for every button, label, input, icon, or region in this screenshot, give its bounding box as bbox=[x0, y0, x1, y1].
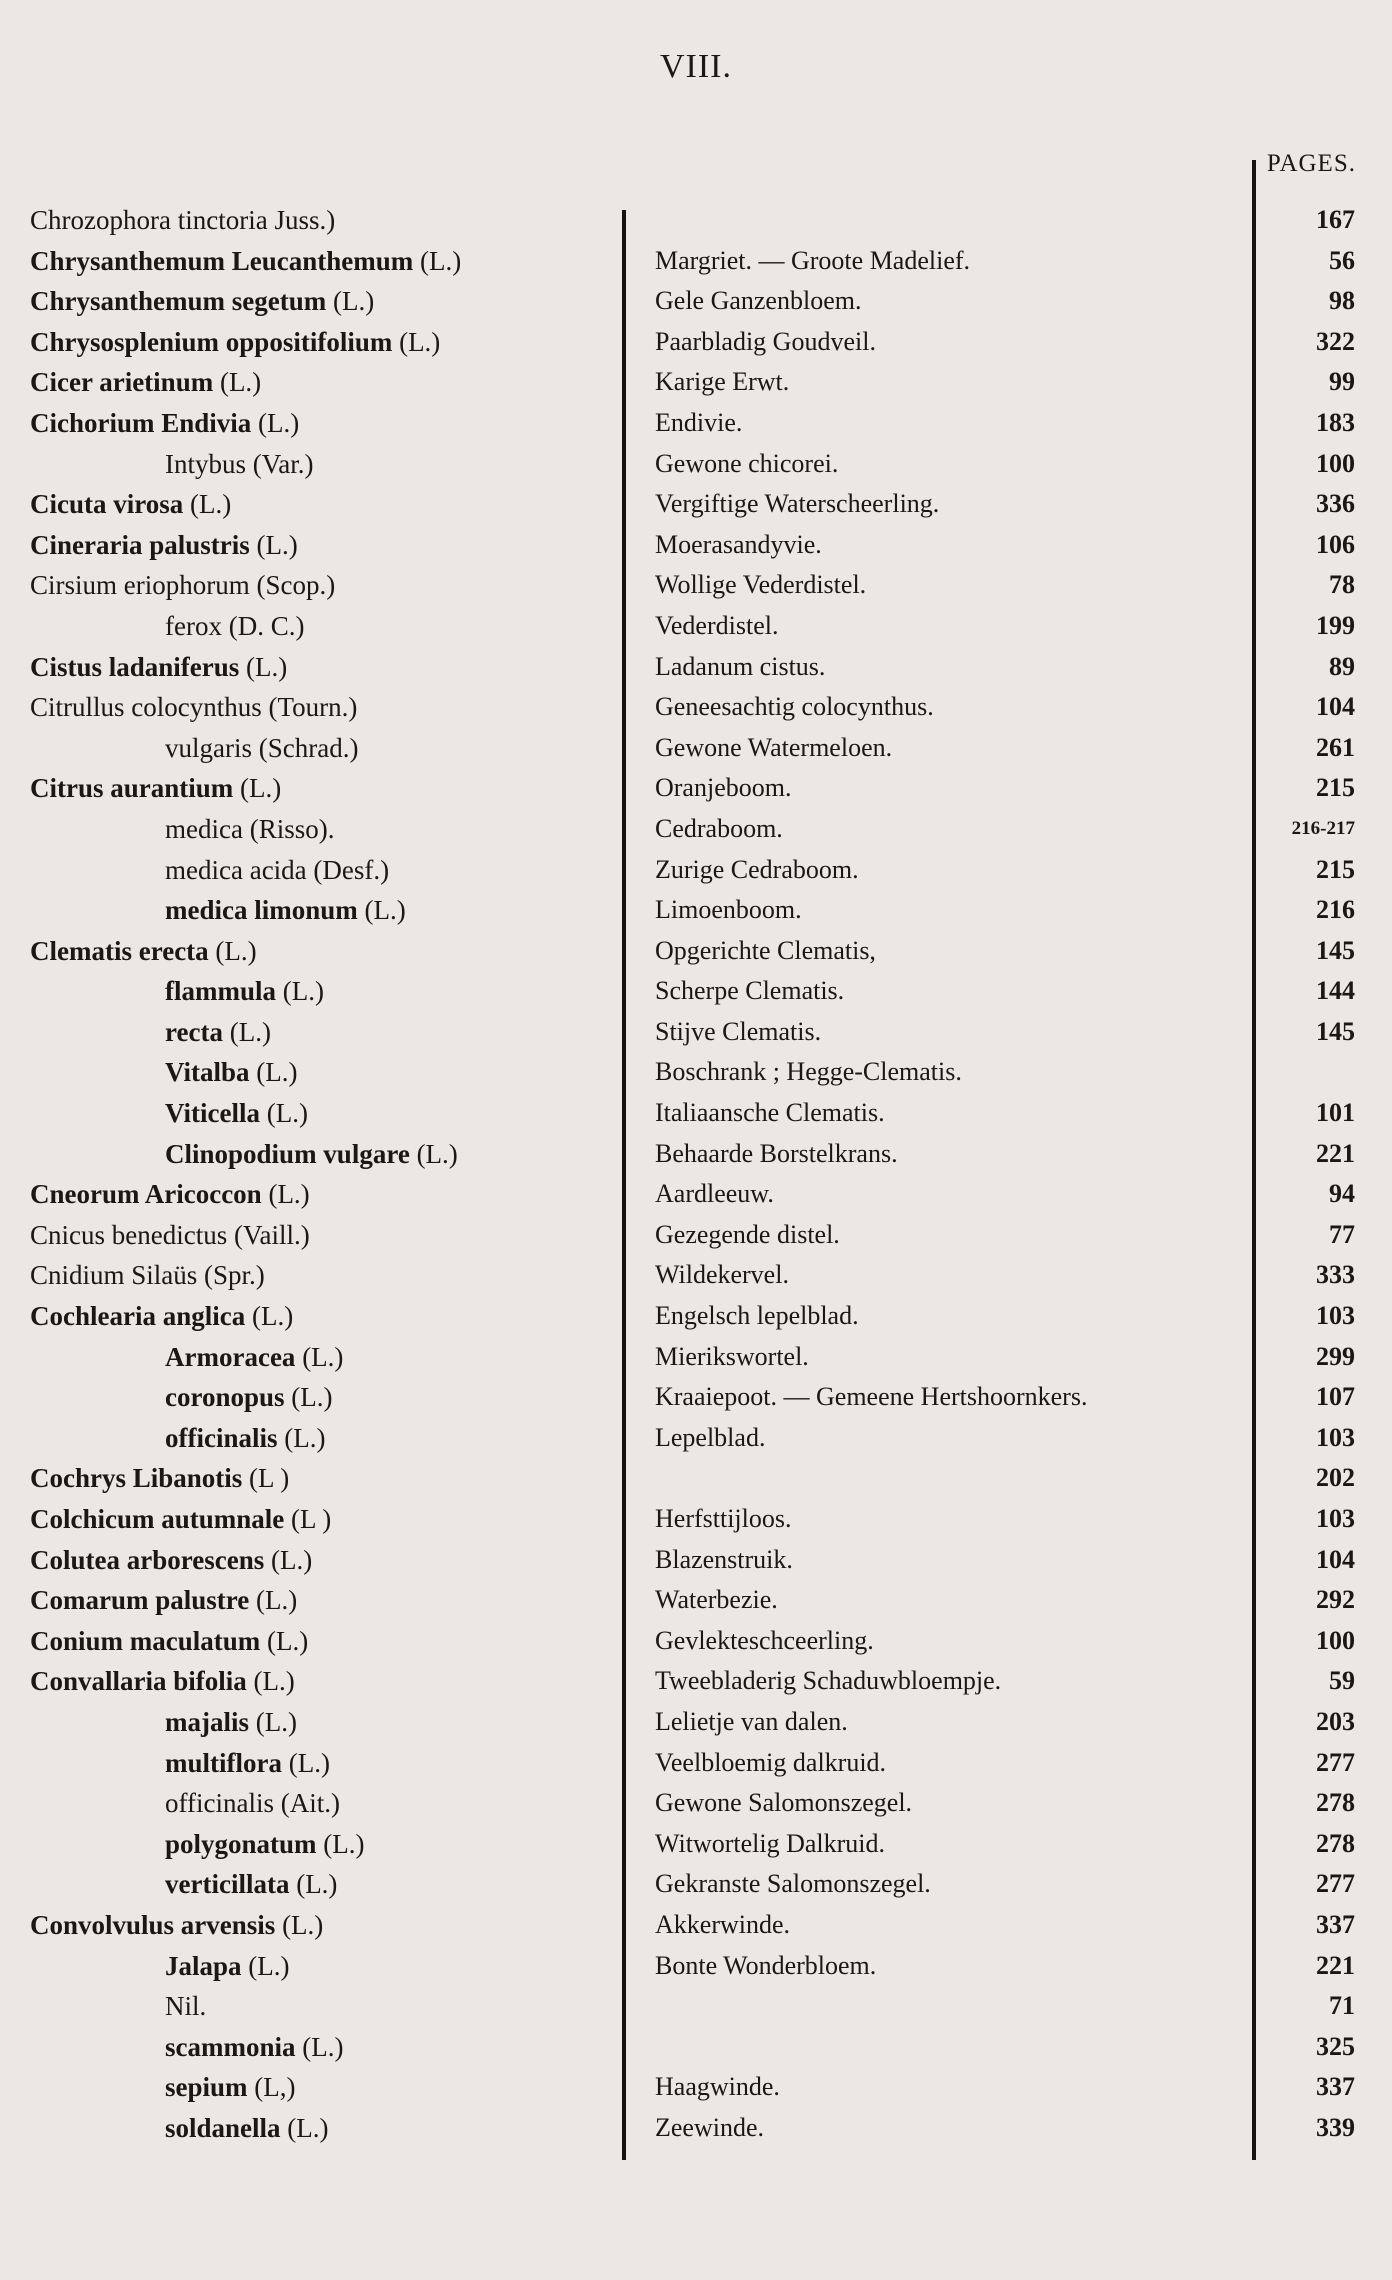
page-number: 56 bbox=[1329, 245, 1355, 275]
dutch-name: Kraaiepoot. — Gemeene Hertshoornkers. bbox=[655, 1382, 1088, 1412]
dutch-name: Gevlekteschceerling. bbox=[655, 1625, 874, 1655]
dutch-name: Cedraboom. bbox=[655, 813, 783, 843]
species-name: Cicer arietinum bbox=[30, 367, 214, 398]
latin-name bbox=[165, 1824, 365, 1865]
index-row bbox=[0, 850, 1392, 891]
dutch-name: Lelietje van dalen. bbox=[655, 1706, 848, 1736]
dutch-name: Limoenboom. bbox=[655, 895, 802, 925]
page-number: 333 bbox=[1316, 1260, 1355, 1290]
dutch-name: Gezegende distel. bbox=[655, 1219, 840, 1249]
author-citation: (L.) bbox=[190, 489, 232, 520]
species-name: scammonia bbox=[165, 2031, 296, 2062]
species-name: Chrozophora tinctoria bbox=[30, 205, 268, 235]
page-number: 278 bbox=[1316, 1828, 1355, 1858]
page-number: 100 bbox=[1316, 1625, 1355, 1655]
latin-name bbox=[30, 241, 461, 282]
author-citation: (Schrad.) bbox=[258, 732, 359, 763]
page-number: 106 bbox=[1316, 529, 1355, 559]
author-citation: (Var.) bbox=[252, 448, 314, 479]
index-row bbox=[0, 1174, 1392, 1215]
latin-name bbox=[165, 1377, 333, 1418]
author-citation: (Scop.) bbox=[256, 570, 336, 601]
dutch-name: Oranjeboom. bbox=[655, 773, 792, 803]
latin-name bbox=[165, 1783, 340, 1824]
dutch-name: Gekranste Salomonszegel. bbox=[655, 1869, 931, 1899]
latin-name bbox=[30, 403, 299, 444]
author-citation: (L.) bbox=[420, 245, 462, 276]
dutch-name: Vergiftige Waterscheerling. bbox=[655, 489, 940, 519]
index-row bbox=[0, 1743, 1392, 1784]
latin-name bbox=[30, 1174, 310, 1215]
dutch-name: Gewone chicorei. bbox=[655, 448, 839, 478]
index-row bbox=[0, 322, 1392, 363]
index-row bbox=[0, 2027, 1392, 2068]
page-number: 261 bbox=[1316, 732, 1355, 762]
author-citation: (L,) bbox=[254, 2072, 296, 2103]
dutch-name: Blazenstruik. bbox=[655, 1544, 793, 1574]
latin-name bbox=[30, 484, 231, 525]
index-row bbox=[0, 444, 1392, 485]
page-number: 89 bbox=[1329, 651, 1355, 681]
author-citation: (L ) bbox=[291, 1504, 332, 1534]
author-citation: (L.) bbox=[296, 1869, 338, 1900]
dutch-name: Zeewinde. bbox=[655, 2112, 765, 2142]
index-row bbox=[0, 241, 1392, 282]
species-name: medica bbox=[165, 813, 243, 844]
latin-name bbox=[165, 1986, 206, 2027]
page-number: 167 bbox=[1316, 205, 1355, 234]
page-number: 100 bbox=[1316, 448, 1355, 478]
author-citation: (Desf.) bbox=[313, 854, 390, 885]
latin-name bbox=[165, 728, 358, 769]
author-citation: (L.) bbox=[288, 1747, 330, 1778]
author-citation: (L.) bbox=[270, 1544, 313, 1575]
author-citation: (L.) bbox=[302, 2031, 344, 2062]
species-name: Convolvulus arvensis bbox=[30, 1909, 276, 1940]
index-row bbox=[0, 687, 1392, 728]
author-citation: (L.) bbox=[287, 2112, 329, 2143]
latin-name bbox=[165, 2108, 329, 2149]
author-citation: (L.) bbox=[240, 773, 282, 804]
index-row bbox=[0, 1012, 1392, 1053]
species-name: coronopus bbox=[165, 1382, 285, 1413]
index-row bbox=[0, 1661, 1392, 1702]
dutch-name: Behaarde Borstelkrans. bbox=[655, 1138, 898, 1168]
latin-name bbox=[165, 1093, 308, 1134]
species-name: Cineraria palustris bbox=[30, 529, 250, 560]
page-number: 101 bbox=[1316, 1098, 1355, 1128]
species-name: Chrysanthemum segetum bbox=[30, 286, 327, 317]
species-name: polygonatum bbox=[165, 1828, 317, 1859]
latin-name bbox=[30, 768, 281, 809]
species-name: Nil. bbox=[165, 1991, 207, 2022]
species-name: recta bbox=[165, 1016, 223, 1047]
index-table bbox=[0, 200, 1392, 2149]
page-number: 144 bbox=[1316, 976, 1355, 1006]
author-citation: (L.) bbox=[323, 1828, 365, 1859]
page-number: 59 bbox=[1329, 1666, 1355, 1696]
page-number: 337 bbox=[1316, 1909, 1355, 1939]
index-row bbox=[0, 1540, 1392, 1581]
latin-name bbox=[165, 971, 324, 1012]
dutch-name: Scherpe Clematis. bbox=[655, 976, 845, 1006]
dutch-name: Geneesachtig colocynthus. bbox=[655, 692, 934, 722]
latin-name bbox=[30, 322, 440, 363]
species-name: officinalis bbox=[165, 1422, 278, 1453]
dutch-name: Margriet. — Groote Madelief. bbox=[655, 245, 971, 275]
index-row bbox=[0, 1458, 1392, 1499]
page-number: 215 bbox=[1316, 854, 1355, 884]
index-row bbox=[0, 403, 1392, 444]
index-row bbox=[0, 1052, 1392, 1093]
index-row bbox=[0, 1255, 1392, 1296]
dutch-name: Italiaansche Clematis. bbox=[655, 1098, 885, 1128]
index-row bbox=[0, 768, 1392, 809]
species-name: medica limonum bbox=[165, 895, 358, 926]
species-name: Cnicus benedictus bbox=[30, 1219, 228, 1250]
author-citation: (Spr.) bbox=[204, 1260, 265, 1291]
dutch-name: Veelbloemig dalkruid. bbox=[655, 1747, 887, 1777]
latin-name bbox=[165, 1418, 325, 1459]
latin-name bbox=[165, 890, 406, 931]
latin-name bbox=[30, 200, 335, 241]
species-name: ferox bbox=[165, 610, 222, 641]
species-name: Chrysanthemum Leucanthemum bbox=[30, 245, 414, 276]
latin-name bbox=[30, 1905, 323, 1946]
index-row bbox=[0, 1215, 1392, 1256]
page-number: 145 bbox=[1316, 1016, 1355, 1046]
author-citation: (L.) bbox=[291, 1382, 333, 1413]
index-row bbox=[0, 1093, 1392, 1134]
dutch-name: Tweebladerig Schaduwbloempje. bbox=[655, 1666, 1002, 1696]
page-number: 78 bbox=[1329, 570, 1355, 600]
page-number: 337 bbox=[1316, 2072, 1355, 2102]
author-citation: (L.) bbox=[258, 407, 300, 438]
species-name: multiflora bbox=[165, 1747, 282, 1778]
author-citation: (L.) bbox=[267, 1625, 309, 1656]
species-name: Armoracea bbox=[165, 1341, 296, 1372]
author-citation: (L.) bbox=[399, 326, 441, 357]
dutch-name: Wildekervel. bbox=[655, 1260, 789, 1290]
index-row bbox=[0, 606, 1392, 647]
page-number: 71 bbox=[1329, 1991, 1355, 2021]
page-number: 203 bbox=[1316, 1706, 1355, 1736]
species-name: Citrus aurantium bbox=[30, 773, 234, 804]
latin-name bbox=[30, 687, 357, 728]
latin-name bbox=[30, 1296, 293, 1337]
page-number: 77 bbox=[1329, 1219, 1355, 1249]
latin-name bbox=[165, 1052, 298, 1093]
author-citation: (L.) bbox=[255, 1706, 297, 1737]
author-citation: (L.) bbox=[256, 1057, 298, 1088]
author-citation: (D. C.) bbox=[228, 610, 305, 641]
index-row bbox=[0, 890, 1392, 931]
index-row bbox=[0, 362, 1392, 403]
latin-name bbox=[165, 1337, 343, 1378]
species-name: Citrullus colocynthus bbox=[30, 692, 262, 723]
index-row bbox=[0, 525, 1392, 566]
species-name: Cistus ladaniferus bbox=[30, 651, 240, 682]
index-row bbox=[0, 1783, 1392, 1824]
author-citation: (L.) bbox=[364, 895, 406, 926]
page-number: 292 bbox=[1316, 1585, 1355, 1615]
species-name: Clematis erecta bbox=[30, 935, 209, 966]
latin-name bbox=[30, 1255, 265, 1296]
dutch-name: Engelsch lepelblad. bbox=[655, 1301, 859, 1331]
dutch-name: Ladanum cistus. bbox=[655, 651, 826, 681]
dutch-name: Karige Erwt. bbox=[655, 367, 790, 397]
index-row bbox=[0, 647, 1392, 688]
author-citation: (L.) bbox=[302, 1341, 344, 1372]
author-citation: (L.) bbox=[282, 976, 324, 1007]
index-row bbox=[0, 809, 1392, 850]
index-row bbox=[0, 1986, 1392, 2027]
dutch-name: Aardleeuw. bbox=[655, 1179, 774, 1209]
index-row bbox=[0, 1296, 1392, 1337]
dutch-name: Endivie. bbox=[655, 407, 743, 437]
author-citation: (L.) bbox=[251, 1301, 294, 1332]
species-name: medica acida bbox=[165, 854, 307, 885]
dutch-name: Zurige Cedraboom. bbox=[655, 854, 859, 884]
page-number: 107 bbox=[1316, 1382, 1355, 1412]
dutch-name: Gele Ganzenbloem. bbox=[655, 286, 862, 316]
author-citation: (L.) bbox=[219, 367, 262, 398]
author-citation: (L.) bbox=[229, 1016, 271, 1047]
dutch-name: Gewone Salomonszegel. bbox=[655, 1788, 913, 1818]
index-row bbox=[0, 931, 1392, 972]
latin-name bbox=[165, 809, 334, 850]
page-number: 103 bbox=[1316, 1422, 1355, 1452]
author-citation: (L ) bbox=[249, 1463, 290, 1494]
species-name: Convallaria bifolia bbox=[30, 1666, 247, 1697]
species-name: Jalapa bbox=[165, 1950, 242, 1981]
page-number: 103 bbox=[1316, 1301, 1355, 1331]
latin-name bbox=[30, 647, 287, 688]
species-name: majalis bbox=[165, 1706, 249, 1737]
species-name: verticillata bbox=[165, 1869, 290, 1900]
page-number: 98 bbox=[1329, 286, 1355, 316]
index-row bbox=[0, 1337, 1392, 1378]
page-number: 299 bbox=[1316, 1341, 1355, 1371]
author-citation: (L.) bbox=[416, 1138, 458, 1169]
species-name: vulgaris bbox=[165, 732, 252, 763]
index-row bbox=[0, 484, 1392, 525]
dutch-name: Gewone Watermeloen. bbox=[655, 732, 893, 762]
pages-column-label: PAGES. bbox=[1266, 150, 1356, 177]
species-name: Cochlearia anglica bbox=[30, 1301, 246, 1332]
index-row bbox=[0, 1377, 1392, 1418]
species-name: Conium maculatum bbox=[30, 1625, 261, 1656]
page-number: 216 bbox=[1316, 895, 1355, 925]
latin-name bbox=[165, 850, 389, 891]
species-name: Cirsium eriophorum bbox=[30, 570, 250, 601]
index-row bbox=[0, 1499, 1392, 1540]
page-number: 215 bbox=[1316, 773, 1355, 803]
author-citation: (L.) bbox=[253, 1666, 295, 1697]
index-row bbox=[0, 565, 1392, 606]
index-row bbox=[0, 1864, 1392, 1905]
dutch-name: Haagwinde. bbox=[655, 2072, 780, 2102]
latin-name bbox=[165, 1946, 290, 1987]
species-name: Cneorum Aricoccon bbox=[30, 1179, 262, 1210]
author-citation: (L.) bbox=[215, 935, 257, 966]
latin-name bbox=[30, 931, 257, 972]
page-number: 202 bbox=[1316, 1463, 1355, 1493]
page-number: 221 bbox=[1316, 1138, 1355, 1168]
dutch-name: Vederdistel. bbox=[655, 610, 779, 640]
author-citation: (L.) bbox=[248, 1950, 290, 1981]
index-row bbox=[0, 281, 1392, 322]
author-citation: (L.) bbox=[282, 1909, 324, 1940]
page-number: 336 bbox=[1316, 489, 1355, 519]
species-name: Clinopodium vulgare bbox=[165, 1138, 410, 1169]
index-row bbox=[0, 1418, 1392, 1459]
author-citation: (Ait.) bbox=[280, 1788, 340, 1819]
species-name: Comarum palustre bbox=[30, 1585, 250, 1616]
latin-name bbox=[165, 606, 304, 647]
latin-name bbox=[30, 525, 298, 566]
dutch-name: Bonte Wonderbloem. bbox=[655, 1950, 877, 1980]
author-citation: (L.) bbox=[256, 529, 298, 560]
species-name: Cicuta virosa bbox=[30, 489, 184, 520]
index-row bbox=[0, 2067, 1392, 2108]
page-number: 99 bbox=[1329, 367, 1355, 397]
species-name: Colchicum autumnale bbox=[30, 1504, 285, 1534]
dutch-name: Boschrank ; Hegge-Clematis. bbox=[655, 1057, 962, 1087]
latin-name bbox=[165, 1702, 297, 1743]
latin-name bbox=[30, 281, 374, 322]
dutch-name: Lepelblad. bbox=[655, 1422, 766, 1452]
latin-name bbox=[30, 1215, 310, 1256]
author-citation: (L.) bbox=[256, 1585, 298, 1616]
dutch-name: Mierikswortel. bbox=[655, 1341, 809, 1371]
page-number: 277 bbox=[1316, 1869, 1355, 1899]
latin-name bbox=[165, 1134, 458, 1175]
species-name: Chrysosplenium oppositifolium bbox=[30, 326, 393, 357]
page-number: 278 bbox=[1316, 1788, 1355, 1818]
latin-name bbox=[30, 1499, 331, 1540]
latin-name bbox=[165, 444, 313, 485]
latin-name bbox=[30, 1580, 297, 1621]
latin-name bbox=[165, 1864, 337, 1905]
dutch-name: Stijve Clematis. bbox=[655, 1016, 822, 1046]
author-citation: Juss.) bbox=[274, 205, 336, 235]
index-row bbox=[0, 1824, 1392, 1865]
dutch-name: Herfsttijloos. bbox=[655, 1504, 792, 1533]
page-number: 183 bbox=[1316, 407, 1355, 437]
dutch-name: Akkerwinde. bbox=[655, 1909, 791, 1939]
page-number: 94 bbox=[1329, 1179, 1355, 1209]
latin-name bbox=[165, 1743, 330, 1784]
page-number: 277 bbox=[1316, 1747, 1355, 1777]
page-number-roman: VIII. bbox=[659, 48, 733, 85]
dutch-name: Witwortelig Dalkruid. bbox=[655, 1828, 886, 1858]
index-row bbox=[0, 1621, 1392, 1662]
page-number: 339 bbox=[1316, 2112, 1355, 2142]
index-row bbox=[0, 728, 1392, 769]
index-row bbox=[0, 1580, 1392, 1621]
species-name: officinalis bbox=[165, 1788, 274, 1819]
index-row bbox=[0, 1134, 1392, 1175]
page-number: 145 bbox=[1316, 935, 1355, 965]
author-citation: (Vaill.) bbox=[233, 1219, 310, 1250]
species-name: Cnidium Silaüs bbox=[30, 1260, 198, 1291]
dutch-name: Moerasandyvie. bbox=[655, 529, 822, 559]
dutch-name: Paarbladig Goudveil. bbox=[655, 326, 876, 356]
author-citation: (L.) bbox=[246, 651, 288, 682]
dutch-name: Waterbezie. bbox=[655, 1585, 778, 1615]
index-row bbox=[0, 971, 1392, 1012]
page-number: 104 bbox=[1316, 692, 1355, 722]
species-name: Viticella bbox=[165, 1098, 260, 1129]
species-name: Vitalba bbox=[165, 1057, 250, 1088]
page-number: 325 bbox=[1316, 2031, 1355, 2061]
latin-name bbox=[30, 1458, 289, 1499]
dutch-name: Opgerichte Clematis, bbox=[655, 935, 876, 965]
species-name: Intybus bbox=[165, 448, 246, 479]
latin-name bbox=[165, 2067, 296, 2108]
latin-name bbox=[30, 565, 335, 606]
species-name: flammula bbox=[165, 976, 276, 1007]
author-citation: (L.) bbox=[268, 1179, 310, 1210]
author-citation: (L.) bbox=[333, 286, 375, 317]
page-number: 221 bbox=[1316, 1950, 1355, 1980]
species-name: sepium bbox=[165, 2072, 248, 2103]
index-row bbox=[0, 1702, 1392, 1743]
index-row bbox=[0, 2108, 1392, 2149]
author-citation: (L.) bbox=[266, 1098, 308, 1129]
page-number: 199 bbox=[1316, 610, 1355, 640]
page-number: 103 bbox=[1316, 1504, 1355, 1533]
page-number: 322 bbox=[1316, 326, 1355, 356]
index-row bbox=[0, 200, 1392, 241]
latin-name bbox=[30, 362, 261, 403]
page-number: 104 bbox=[1316, 1544, 1355, 1574]
page-number: 216-217 bbox=[1291, 817, 1355, 839]
author-citation: (Risso). bbox=[249, 813, 335, 844]
dutch-name: Wollige Vederdistel. bbox=[655, 570, 867, 600]
author-citation: (L.) bbox=[284, 1422, 326, 1453]
author-citation: (Tourn.) bbox=[268, 692, 358, 723]
index-row bbox=[0, 1946, 1392, 1987]
latin-name bbox=[30, 1661, 295, 1702]
species-name: soldanella bbox=[165, 2112, 281, 2143]
species-name: Cochrys Libanotis bbox=[30, 1463, 243, 1494]
index-row bbox=[0, 1905, 1392, 1946]
species-name: Cichorium Endivia bbox=[30, 407, 252, 438]
latin-name bbox=[165, 2027, 343, 2068]
latin-name bbox=[30, 1621, 308, 1662]
species-name: Colutea arborescens bbox=[30, 1544, 265, 1575]
latin-name bbox=[165, 1012, 271, 1053]
latin-name bbox=[30, 1540, 312, 1581]
